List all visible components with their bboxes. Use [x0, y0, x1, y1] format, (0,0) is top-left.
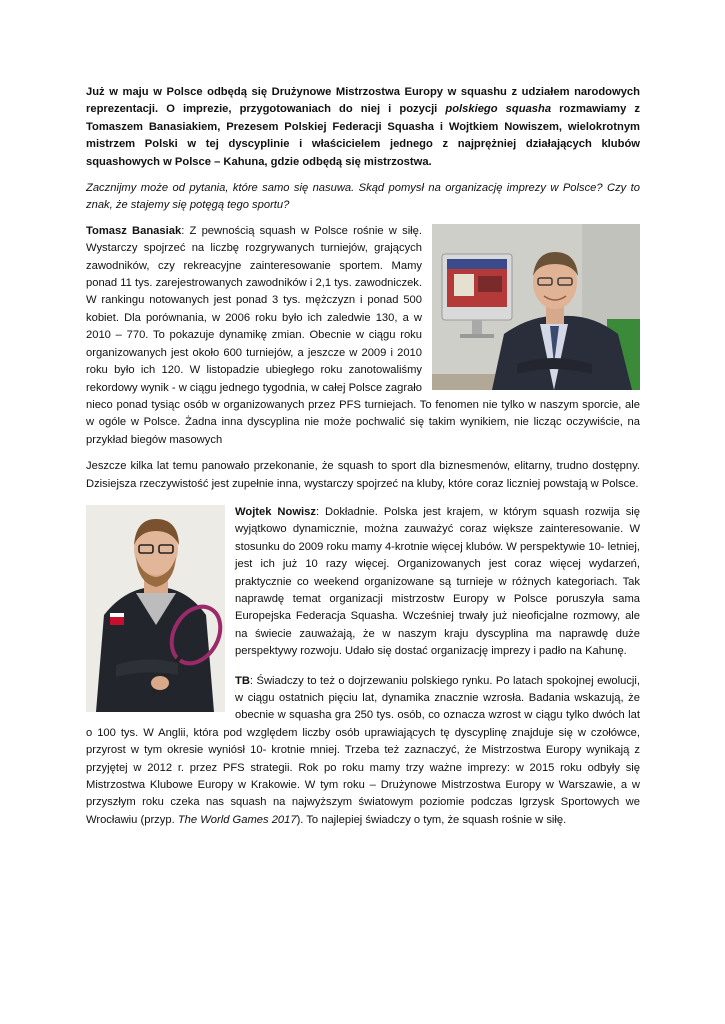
tb-answer-2-text-b: ). To najlepiej świadczy o tym, że squash rośnie w siłę.: [296, 813, 567, 826]
speaker-name-tb: Tomasz Banasiak: [86, 224, 182, 237]
speaker-initials-tb: TB: [235, 674, 250, 687]
statement-2: Jeszcze kilka lat temu panowało przekonanie, że squash to sport dla biznesmenów, elitarny, trudno dostępny. Dzisiejsza rzeczywistość jest zupełnie inna, wystarczy spojrzeć na kluby, które coraz liczniej powstają w Polsce.: [86, 460, 640, 490]
wn-answer-block: [86, 504, 640, 829]
speaker-name-wn: Wojtek Nowisz: [235, 505, 316, 518]
tb-answer-2-text-a: : Świadczy to też o dojrzewaniu polskiego rynku. Po latach spokojnej ewolucji, w ciągu ostatnich pięciu lat, dynamika znacznie wzrosła. Badania wskazują, że obecnie w squasha gra 250 tys. osób, co oznacza wzrost w ciągu tylko dwóch lat o 100 tys. W Anglii, która pod względem liczby osób uprawiających tę dyscyplinę znajduje się w czołówce, przyrost w tym okresie wyniósł 10- krotnie mniej. Trzeba też zaznaczyć, że Mistrzostwa Europy wynikają z przyjętej w 2012 r. przez PFS strategii. Rok po roku mamy trzy ważne imprezy: w 2015 roku odbyły się Mistrzostwa Klubowe Europy w Krakowie. W tym roku – Drużynowe Mistrzostwa Europy w Warszawie, a w przyszłym roku czeka nas squash na najwyższym światowym poziomie podczas Igrzysk Sportowych we Wrocławiu (przyp.: [86, 674, 640, 826]
tb-answer-1-text: : Z pewnością squash w Polsce rośnie w siłę. Wystarczy spojrzeć na liczbę rozgrywanych turniejów, grających zawodników, czy rekreacyjne zainteresowanie sportem. Mamy ponad 11 tys. zarejestrowanych zawodników i 2,1 tys. zawodniczek. W rankingu notowanych jest ponad 3 tys. mężczyzn i ponad 500 kobiet. Dla porównania, w 2006 roku było ich zaledwie 130, a w 2010 – 770. To pokazuje dynamikę zmian. Obecnie w ciągu roku organizowanych jest około 600 turniejów, a jeszcze w 2009 i 2010 roku było ich 120. W listopadzie ubiegłego roku zanotowaliśmy rekordowy wynik - w ciągu jednego tygodnia, w całej Polsce zagrało nieco ponad tysiąc osób w organizowanych przez PFS turniejach. To fenomen nie tylko w naszym sporcie, ale w ogóle w Polsce. Żadna inna dyscyplina nie może pochwalić się takim wynikiem, nie licząc oczywiście, na przykład biegów masowych: [86, 224, 640, 446]
article-intro: [86, 84, 640, 171]
article: [86, 84, 640, 829]
question-1: Zacznijmy może od pytania, które samo się nasuwa. Skąd pomysł na organizację imprezy w Polsce? Czy to znak, że stajemy się potęgą tego sportu?: [86, 182, 640, 212]
tb-answer-block: [86, 223, 640, 449]
intro-text-a: Już w maju w Polsce odbędą się Drużynowe Mistrzostwa Europy w squashu z udziałem narodowych reprezentacji. O imprezie, przygotowaniach do niej i pozycji: [86, 86, 640, 116]
photo-wojtek-nowisz: [86, 505, 225, 712]
wn-answer-text: : Dokładnie. Polska jest krajem, w którym squash rozwija się wyjątkowo dynamicznie, można zauważyć coraz większe zainteresowanie. W stosunku do 2009 roku mamy 4-krotnie więcej klubów. W perspektywie 10- letniej, jest ich już 10 razy więcej. Organizowanych jest coraz więcej wydarzeń, praktycznie co weekend organizowane są turnieje w różnych kategoriach. Tak naprawdę temat organizacji mistrzostw Europy w Polsce poruszyła sama Europejska Federacja Squasha. Wcześniej trwały już nieoficjalne rozmowy, ale na świecie zauważają, że w naszym kraju dyscyplina ma naprawdę duże perspektywy rozwoju. Udało się dostać organizację imprezy i padło na Kahunę.: [235, 505, 640, 658]
photo-tomasz-banasiak: [432, 224, 640, 390]
intro-text-b: rozmawiamy z Tomaszem Banasiakiem, Prezesem Polskiej Federacji Squasha i Wojtkiem Nowiszem, wielokrotnym mistrzem Polski w tej dyscyplinie i właścicielem jednego z najprężniej działających klubów squashowych w Polsce – Kahuna, gdzie odbędą się mistrzostwa.: [86, 103, 640, 168]
tb-answer-2-emphasis: The World Games 2017: [177, 813, 297, 826]
intro-emphasis: polskiego squasha: [445, 103, 552, 116]
